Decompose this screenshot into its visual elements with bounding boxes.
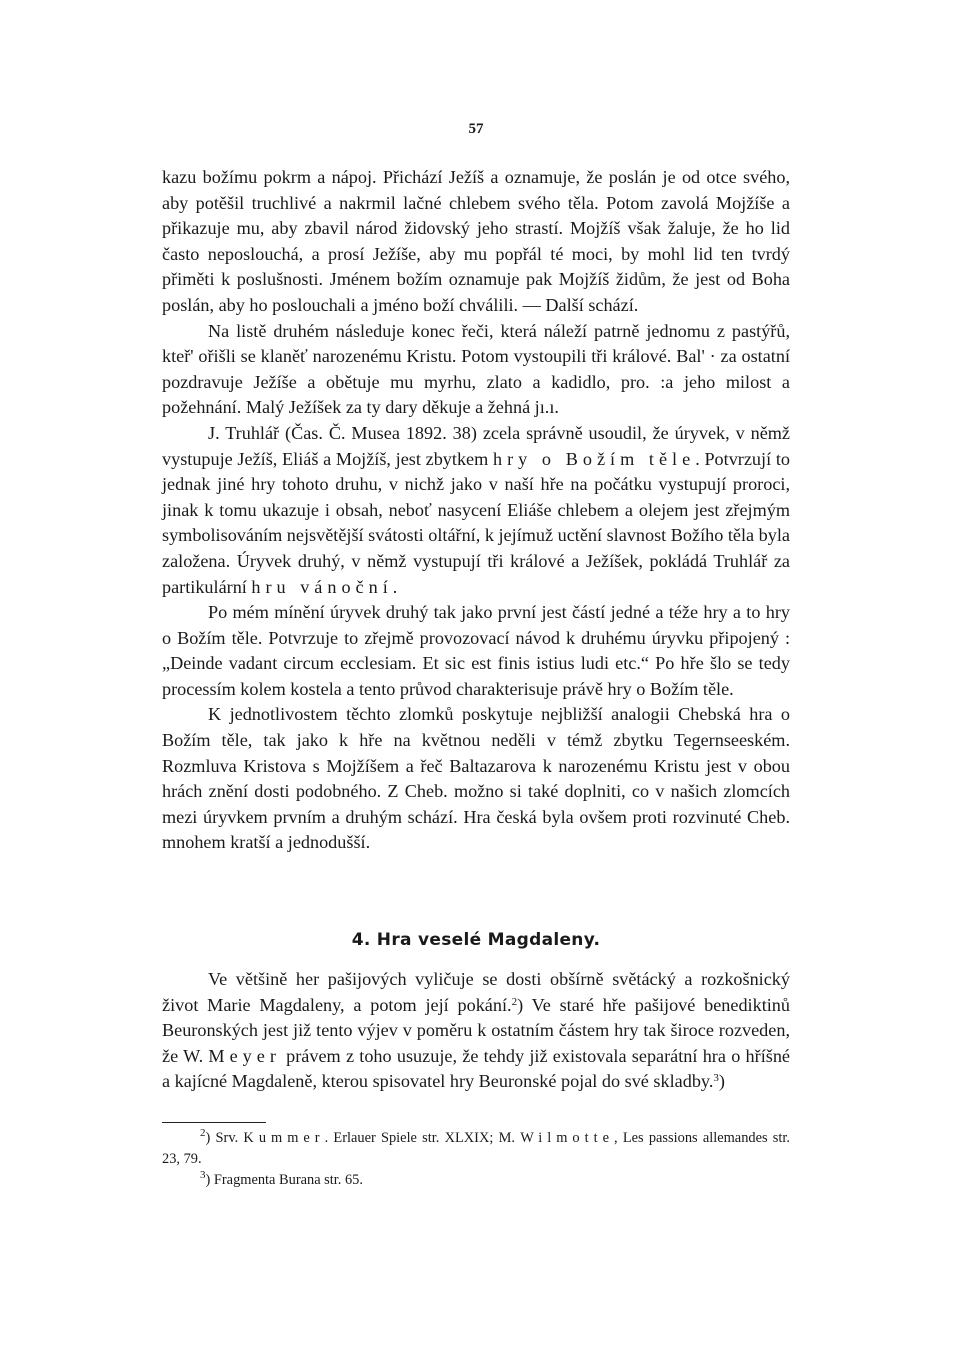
book-page bbox=[162, 0, 790, 1370]
paragraph-1: kazu božímu pokrm a nápoj. Přichází Ježíš a oznamuje, že poslán je od otce svého, aby potěšil truchlivé a nakrmil lačné chlebem svého těla. Potom zavolá Mojžíše a přikazuje mu, aby zbavil národ židovský jeho strastí. Mojžíš však žaluje, že ho lid často neposlouchá, a prosí Ježíše, aby mu popřál té moci, by mohl lid ten tvrdý přiměti k poslušnosti. Jménem božím oznamuje pak Mojžíš židům, že jest od Boha poslán, aby ho poslouchali a jméno boží chválili. — Další schází. bbox=[162, 167, 790, 315]
section-text bbox=[162, 967, 790, 1095]
paragraph-2: Na listě druhém následuje konec řeči, která náleží patrně jednomu z pastýřů, kteř' ořišli se klaněť narozenému Kristu. Potom vystoupili tři králové. Bal' · za ostatní pozdravuje Ježíše a obětuje mu myrhu, zlato a kadidlo, pro. :a jeho milost a požehnání. Malý Ježíšek za ty dary děkuje a žehná jı.ı. bbox=[162, 320, 790, 418]
footnote-3-mark: 3 bbox=[200, 1169, 206, 1181]
section-text-d: ) bbox=[718, 1071, 725, 1092]
body-text bbox=[162, 165, 790, 856]
spaced-name-meyer: Meyer bbox=[208, 1045, 281, 1066]
page-number: 57 bbox=[468, 121, 484, 137]
footnote-3-text: ) Fragmenta Burana str. 65. bbox=[205, 1172, 363, 1188]
paragraph-3 bbox=[162, 421, 790, 600]
footnote-divider bbox=[162, 1122, 266, 1123]
footnote-2-text-c: , Les passions allemandes str. 23, 79. bbox=[162, 1130, 790, 1167]
footnote-ref-2: 2 bbox=[511, 995, 518, 1008]
footnote-3 bbox=[162, 1170, 790, 1191]
spaced-term-hry-o-bozim-tele: hry o Božím těle bbox=[492, 448, 696, 469]
section-text-a: Ve většině her pašijových vyličuje se dosti obšírně světácký a rozkošnický život Marie Magdaleny, a potom její pokání. bbox=[162, 969, 790, 1015]
section-heading: 4. Hra veselé Magdaleny. bbox=[351, 930, 601, 950]
section-text-c: právem z toho usuzuje, že tehdy již existovala separátní hra o hříšné a kajícné Magdaleně, kterou spisovatel hry Beuronské pojal do své skladby. bbox=[162, 1045, 790, 1092]
paragraph-3-text-c: . bbox=[392, 576, 398, 597]
footnote-2-mark: 2 bbox=[200, 1127, 206, 1139]
spaced-name-wilmotte: Wilmotte bbox=[520, 1130, 614, 1146]
footnote-ref-3: 3 bbox=[713, 1072, 719, 1085]
paragraph-5: K jednotlivostem těchto zlomků poskytuje nejbližší analogii Chebská hra o Božím těle, tak jako k hře na květnou neděli v témž zbytku Tegernseeském. Rozmluva Kristova s Mojžíšem a řeč Baltazarova k narozenému Kristu jest v obou hrách znění dosti podobného. Z Cheb. možno si také doplniti, co v našich zlomcích mezi úryvkem prvním a druhým schází. Hra česká byla ovšem proti rozvinuté Cheb. mnohem kratší a jednodušší. bbox=[162, 704, 790, 853]
section-paragraph-1 bbox=[162, 967, 790, 1095]
spaced-name-kummer: Kummer bbox=[243, 1130, 325, 1146]
footnote-2 bbox=[162, 1128, 790, 1170]
footnote-2-text-a: ) Srv. bbox=[205, 1130, 244, 1146]
footnote-2-text-b: . Erlauer Spiele str. XLXIX; M. bbox=[324, 1130, 521, 1146]
paragraph-3-text-a: J. Truhlář (Čas. Č. Musea 1892. 38) zcela správně usoudil, že úryvek, v němž vystupuje Ježíš, Eliáš a Mojžíš, jest zbytkem bbox=[162, 422, 790, 469]
paragraph-3-text-b: . Potvrzují to jednak jiné hry tohoto druhu, v nichž jako v naší hře na počátku vystupují proroci, jinak k tomu ukazuje i obsah, neboť nasycení Eliáše chlebem a olejem jest zřejmým symbolisováním nejsvětější svátosti oltářní, k jejímuž uctění slavnost Božího těla byla založena. Úryvek druhý, v němž vystupují tři králové a Ježíšek, pokládá Truhlář za partikulární bbox=[162, 448, 790, 597]
footnotes bbox=[162, 1128, 790, 1191]
paragraph-4: Po mém mínění úryvek druhý tak jako první jest částí jedné a téže hry a to hry o Božím těle. Potvrzuje to zřejmě provozovací návod k druhému úryvku připojený :„Deinde vadant circum ecclesiam. Et sic est finis istius ludi etc.“ Po hře šlo se tedy processím kolem kostela a tento průvod charakterisuje právě hry o Božím těle. bbox=[162, 602, 790, 699]
section-text-b: ) Ve staré hře pašijové benediktinů Beuronských jest již tento výjev v poměru k ostatním částem hry tak široce rozveden, že W. bbox=[162, 994, 790, 1066]
spaced-term-hru-vanocni: hru vánoční bbox=[251, 576, 393, 597]
